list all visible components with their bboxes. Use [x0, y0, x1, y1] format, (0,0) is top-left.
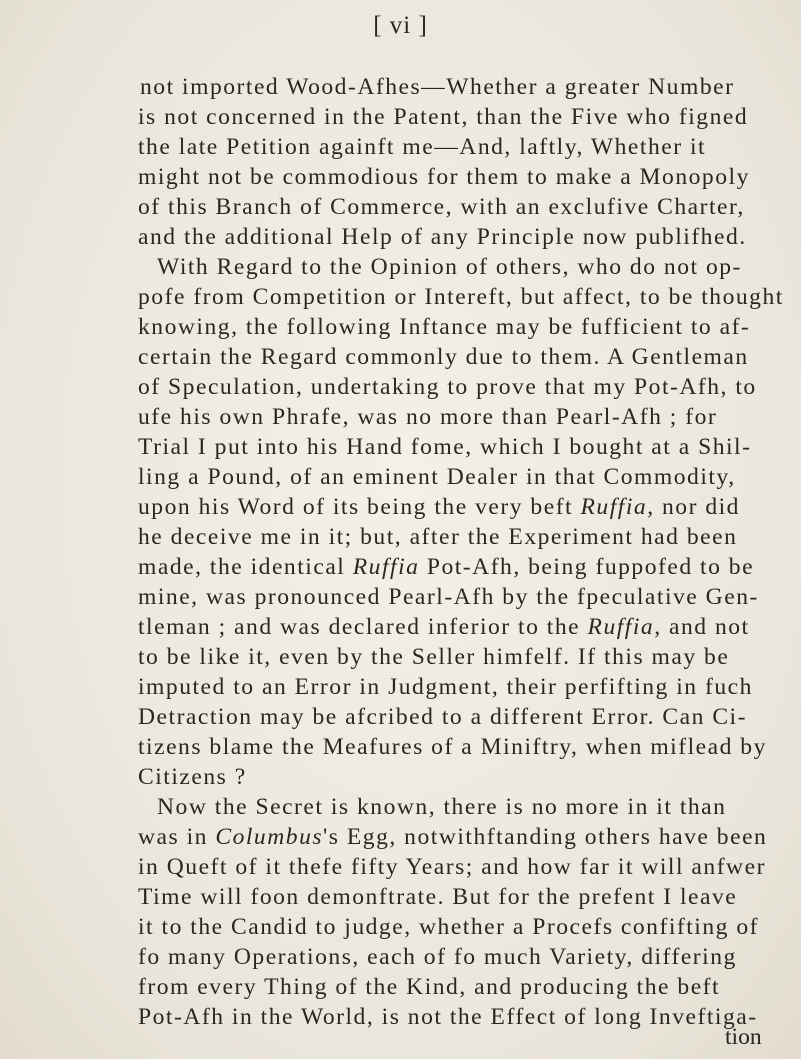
- text-line: the late Petition againft me—And, laftly, Whether it: [138, 134, 707, 160]
- text-line: to be like it, even by the Seller himfelf. If this may be: [138, 644, 730, 670]
- text-line: With Regard to the Opinion of others, who do not op-: [157, 254, 742, 280]
- italic-word: Ruffia: [587, 614, 655, 640]
- catchword: tion: [725, 1024, 762, 1050]
- text-line: certain the Regard commonly due to them. A Gentleman: [138, 344, 749, 370]
- text-line: and the additional Help of any Principle now publifhed.: [138, 224, 747, 250]
- text-line: tizens blame the Meafures of a Miniftry, when miflead by: [138, 734, 767, 760]
- line-text: made, the identical: [138, 554, 353, 580]
- text-line: imputed to an Error in Judgment, their perfifting in fuch: [138, 674, 753, 700]
- text-line: [138, 612, 750, 642]
- text-line: knowing, the following Inftance may be fufficient to af-: [138, 314, 751, 340]
- line-text: tleman ; and was declared inferior to the: [138, 614, 588, 640]
- text-line: of this Branch of Commerce, with an exclufive Charter,: [138, 194, 745, 220]
- text-line: Trial I put into his Hand fome, which I bought at a Shil-: [138, 434, 752, 460]
- page-number: [ vi ]: [373, 12, 428, 39]
- text-line: not imported Wood-Afhes—Whether a greater Number: [140, 74, 735, 100]
- text-line: Citizens ?: [138, 764, 247, 790]
- text-line: Time will foon demonftrate. But for the prefent I leave: [138, 884, 738, 910]
- text-line: is not concerned in the Patent, than the Five who figned: [138, 104, 749, 130]
- line-text: Pot-Afh, being fuppofed to be: [419, 554, 755, 580]
- text-line: Detraction may be afcribed to a different Error. Can Ci-: [138, 704, 747, 730]
- line-text: , and not: [654, 614, 750, 640]
- italic-word: Ruffia: [580, 494, 648, 520]
- text-line: Pot-Afh in the World, is not the Effect of long Inveftiga-: [138, 1004, 758, 1030]
- text-line: pofe from Competition or Intereft, but affect, to be thought: [138, 284, 784, 310]
- text-line: from every Thing of the Kind, and producing the beft: [138, 974, 721, 1000]
- text-line: [138, 552, 754, 582]
- line-text: upon his Word of its being the very beft: [138, 494, 581, 520]
- italic-word: Columbus: [215, 824, 324, 850]
- text-line: mine, was pronounced Pearl-Afh by the fpeculative Gen-: [138, 584, 759, 610]
- text-line: of Speculation, undertaking to prove that my Pot-Afh, to: [138, 374, 757, 400]
- line-text: 's Egg, notwithftanding others have been: [323, 824, 768, 850]
- text-line: he deceive me in it; but, after the Experiment had been: [138, 524, 738, 550]
- text-line: ufe his own Phrafe, was no more than Pearl-Afh ; for: [138, 404, 718, 430]
- text-line: might not be commodious for them to make a Monopoly: [138, 164, 750, 190]
- text-line: [138, 822, 767, 852]
- text-line: ling a Pound, of an eminent Dealer in that Commodity,: [138, 464, 736, 490]
- text-line: fo many Operations, each of fo much Variety, differing: [138, 944, 737, 970]
- text-line: Now the Secret is known, there is no more in it than: [157, 794, 727, 820]
- line-text: , nor did: [647, 494, 740, 520]
- text-line: in Queft of it thefe fifty Years; and how far it will anfwer: [138, 854, 766, 880]
- text-line: it to the Candid to judge, whether a Procefs confifting of: [138, 914, 760, 940]
- line-text: was in: [138, 824, 216, 850]
- italic-word: Ruffia: [352, 554, 420, 580]
- text-line: [138, 492, 740, 522]
